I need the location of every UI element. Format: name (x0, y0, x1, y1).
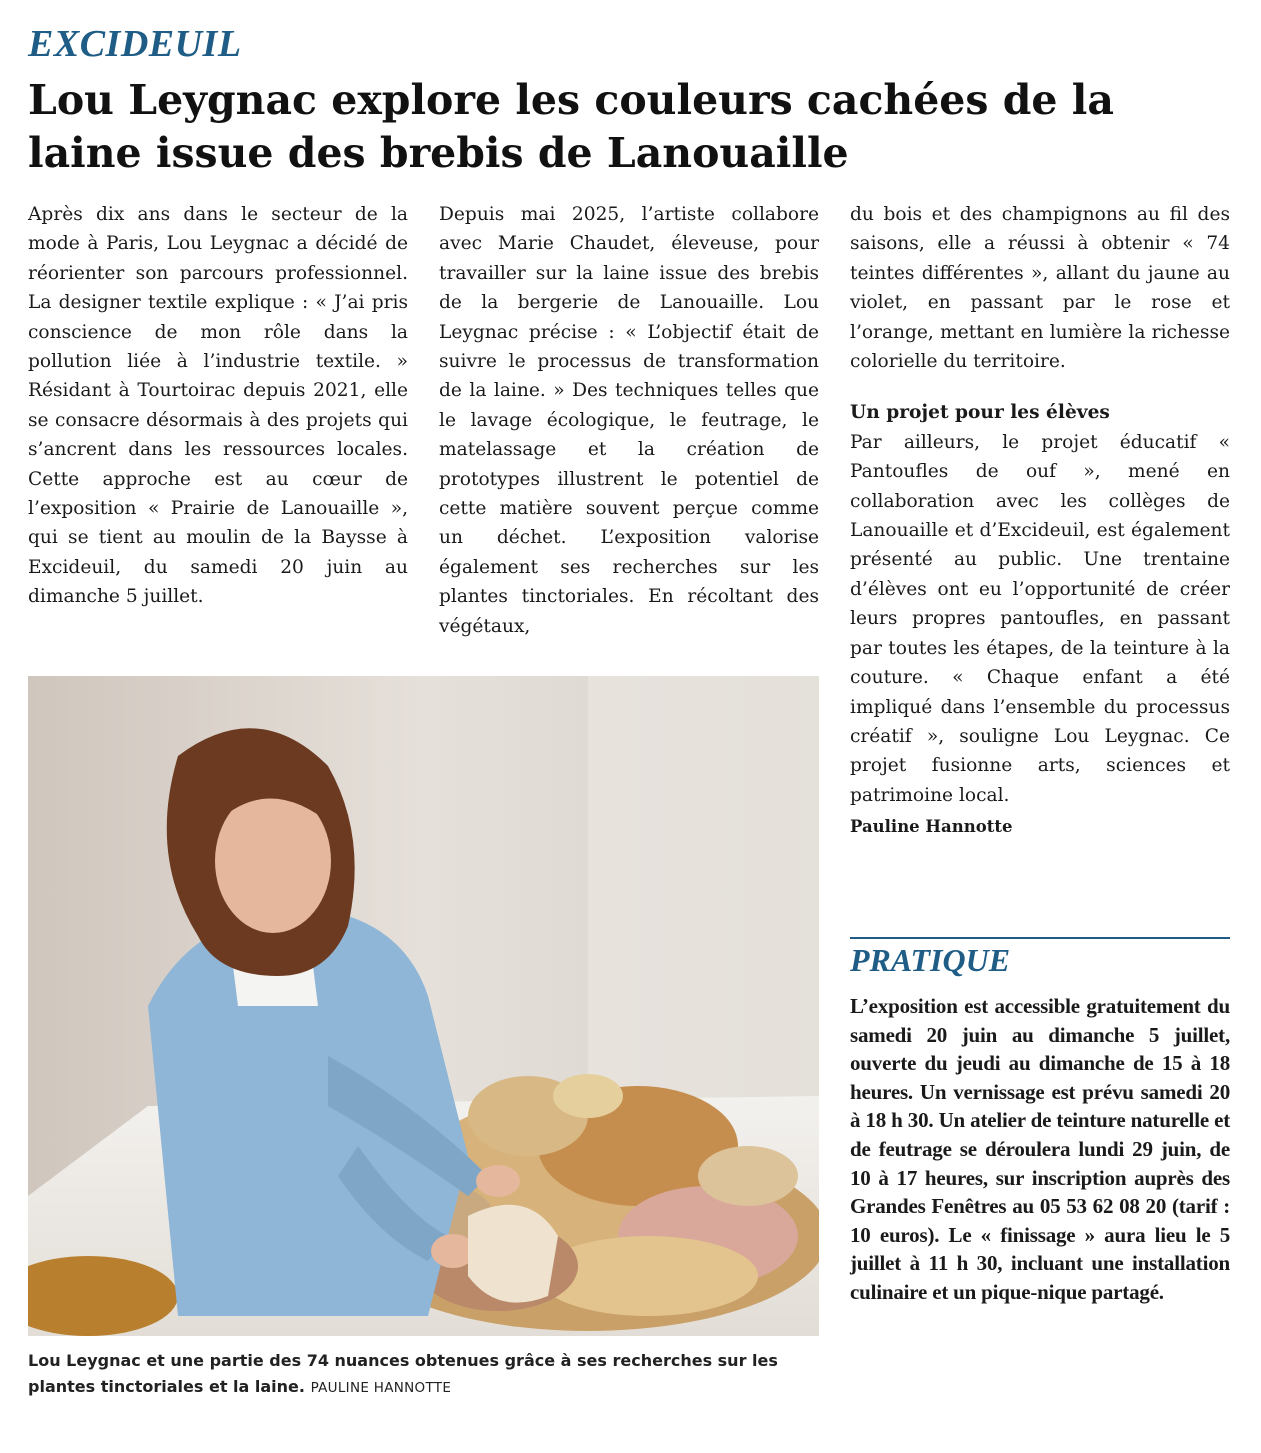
body-paragraph-1: Après dix ans dans le secteur de la mode à Paris, Lou Leygnac a décidé de réorienter son parcours professionnel. La designer textile explique : « J’ai pris conscience de mon rôle dans la pollution liée à l’industrie textile. » Résidant à Tourtoirac depuis 2021, elle se consacre désormais à des projets qui s’ancrent dans les ressources locales. Cette approche est au cœur de l’exposition « Prairie de Lanouaille », qui se tient au moulin de la Baysse à Excideuil, du samedi 20 juin au dimanche 5 juillet. (28, 204, 408, 608)
photo-illustration (28, 676, 819, 1336)
subheading: Un projet pour les élèves (850, 402, 1110, 424)
photo-caption (28, 1348, 828, 1401)
caption-text: Lou Leygnac et une partie des 74 nuances obtenues grâce à ses recherches sur les plantes tinctoriales et la laine. (28, 1351, 778, 1396)
pratique-text: L’exposition est accessible gratuitement du samedi 20 juin au dimanche 5 juillet, ouverte du jeudi au dimanche de 15 à 18 heures. Un vernissage est prévu samedi 20 à 18 h 30. Un atelier de teinture naturelle et de feutrage se déroulera lundi 29 juin, de 10 à 17 heures, sur inscription auprès des Grandes Fenêtres au 05 53 62 08 20 (tarif : 10 euros). Le « finissage » aura lieu le 5 juillet à 11 h 30, incluant une installation culinaire et un pique-nique partagé. (850, 994, 1230, 1304)
article-headline: Lou Leygnac explore les couleurs cachées de la laine issue des brebis de Lanouaille (28, 76, 1114, 177)
author-byline: Pauline Hannotte (850, 817, 1013, 837)
article-column-1 (28, 200, 408, 612)
body-paragraph-4: Par ailleurs, le projet éducatif « Pantoufles de ouf », mené en collaboration avec les collèges de Lanouaille et d’Excideuil, est également présenté au public. Une trentaine d’élèves ont eu l’opportunité de créer leurs propres pantoufles, en passant par toutes les étapes, de la teinture à la couture. « Chaque enfant a été impliqué dans l’ensemble du processus créatif », souligne Lou Leygnac. Ce projet fusionne arts, sciences et patrimoine local. (850, 431, 1230, 806)
body-paragraph-3: du bois et des champignons au fil des saisons, elle a réussi à obtenir « 74 teintes différentes », allant du jaune au violet, en passant par le rose et l’orange, mettant en lumière la richesse colorielle du territoire. (850, 204, 1230, 373)
photo-credit: PAULINE HANNOTTE (310, 1380, 452, 1396)
article-column-2 (439, 200, 819, 641)
pratique-title: PRATIQUE (850, 942, 1011, 978)
article-photo (28, 676, 819, 1336)
section-kicker: EXCIDEUIL (28, 23, 242, 65)
pratique-rule (850, 937, 1230, 939)
article-column-3 (850, 200, 1230, 842)
body-paragraph-2: Depuis mai 2025, l’artiste collabore avec Marie Chaudet, éleveuse, pour travailler sur la laine issue des brebis de la bergerie de Lanouaille. Lou Leygnac précise : « L’objectif était de suivre le processus de transformation de la laine. » Des techniques telles que le lavage écologique, le feutrage, le matelassage et la création de prototypes illustrent le potentiel de cette matière souvent perçue comme un déchet. L’exposition valorise également ses recherches sur les plantes tinctoriales. En récoltant des végétaux, (439, 204, 819, 637)
